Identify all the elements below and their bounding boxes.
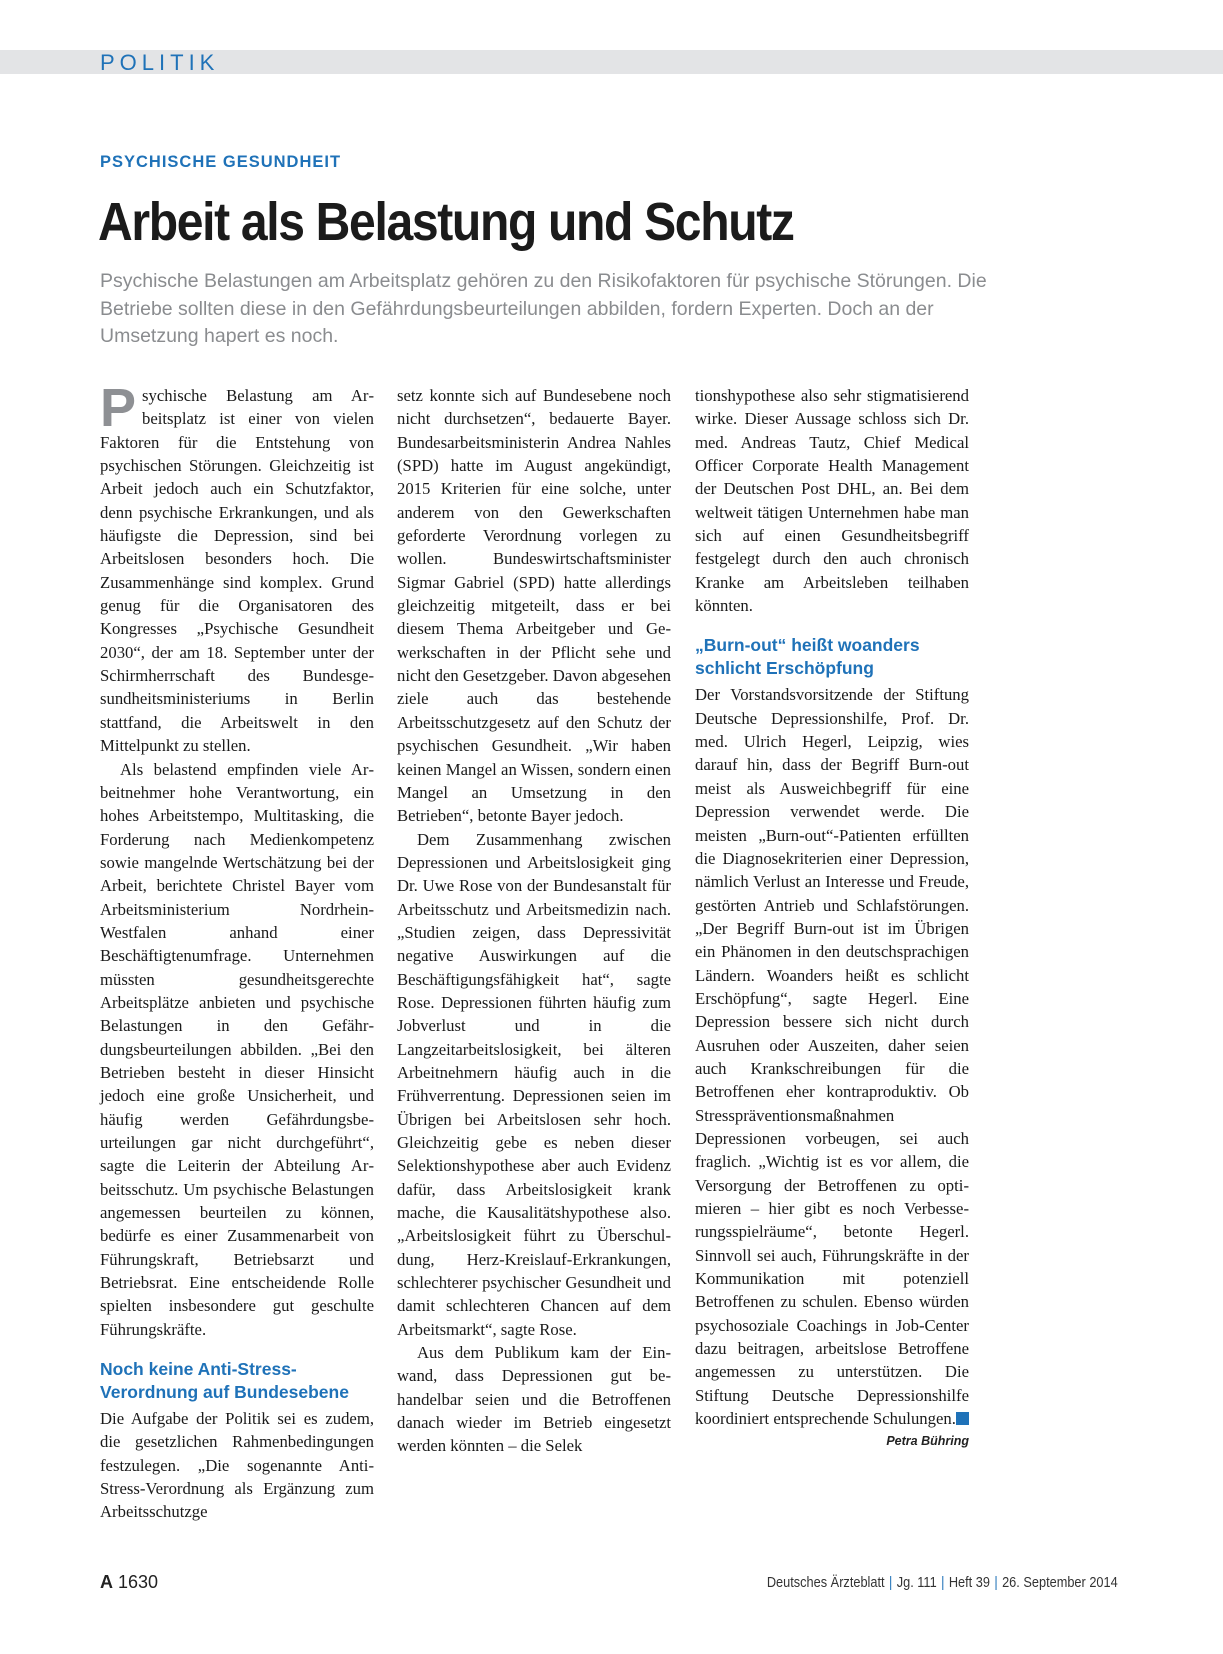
subheading: „Burn-out“ heißt woanders schlicht Erschöpfung <box>695 635 920 679</box>
paragraph: Als belastend empfinden viele Arbeitnehmer hohe Verantwortung, ein hohes Arbeitstempo, Multitasking, die Forderung nach Medienkompetenz sowie mangelnde Wertschätzung bei der Arbeit, berichtete Christel Bayer vom Arbeitsministerium Nordrhein-Westfalen anhand einer Beschäftigtenumfrage. Unternehmen müssten gesundheitsgerechte Arbeitsplätze anbieten und psychische Belastungen in den Gefährdungsbeurteilungen abbilden. „Bei den Betrieben besteht in dieser Hinsicht jedoch eine große Unsicherheit, und häufig werden Gefährdungsbeurteilungen gar nicht durchgeführt“, sagte die Leiterin der Abteilung Arbeitsschutz. Um psychische Belastungen angemessen beurteilen zu können, bedürfe es einer Zusammenarbeit von Führungskraft, Betriebsarzt und Betriebsrat. Eine entscheidende Rolle spielten insbesondere gut geschulte Führungskräfte. <box>100 759 374 1339</box>
paragraph: Dem Zusammenhang zwischen Depressionen und Arbeitslosigkeit ging Dr. Uwe Rose von der Bundesanstalt für Arbeitsschutz und Arbeitsmedizin nach. „Studien zeigen, dass Depressivität negative Auswirkungen auf die Beschäftigungsfähigkeit hat“, sagte Rose. Depressionen führten häufig zum Jobverlust und in die Langzeitarbeitslosigkeit, bei älteren Arbeitnehmern häufig auch in die Frühverrentung. Depressionen seien im Übrigen bei Arbeitslosen sehr hoch. Gleichzeitig gebe es neben dieser Selektionshypothese aber auch Evidenz dafür, dass Arbeitslosigkeit krank mache, die Kausalitätshypothese also. „Arbeitslosigkeit führt zu Überschuldung, Herz-Kreislauf-Erkrankungen, schlechterer psychischer Gesundheit und damit schlechteren Chancen auf dem Arbeitsmarkt“, sagte Rose. <box>397 829 671 1339</box>
footer-journal: Deutsches Ärzteblatt <box>767 1575 885 1591</box>
subheading: Noch keine Anti-Stress-Verordnung auf Bundesebene <box>100 1359 349 1403</box>
footer-publication-info <box>767 1575 1118 1591</box>
article-lead: Psychische Belastungen am Arbeitsplatz gehören zu den Risikofaktoren für psychische Störungen. Die Betriebe sollten diese in den Gefährdungsbeurteilungen abbilden, fordern Experten. Doch an der Umsetzung hapert es noch. <box>100 270 987 347</box>
footer-separator: | <box>941 1575 945 1591</box>
paragraph <box>100 378 374 758</box>
column-1 <box>100 378 374 1524</box>
article-kicker: PSYCHISCHE GESUNDHEIT <box>100 153 342 171</box>
footer-separator: | <box>994 1575 998 1591</box>
column-2 <box>397 384 671 1458</box>
footer-date: 26. September 2014 <box>1002 1575 1118 1591</box>
drop-cap: P <box>100 378 137 438</box>
paragraph: Die Aufgabe der Politik sei es zudem, die gesetzlichen Rahmenbedingungen festzulegen. „Die sogenannte Anti-Stress-Verordnung als Ergänzung zum Arbeitsschutzge <box>100 1409 374 1522</box>
page-number <box>100 1572 158 1593</box>
footer-separator: | <box>889 1575 893 1591</box>
paragraph: Aus dem Publikum kam der Einwand, dass Depressionen gut behandelbar seien und die Betroffenen danach wieder im Betrieb eingesetzt werden könnten – die Selek <box>397 1343 671 1456</box>
paragraph-text: sychische Belastung am Arbeitsplatz ist einer von vielen Faktoren für die Entstehung von psychischen Störungen. Gleichzeitig ist Arbeit jedoch auch ein Schutzfaktor, denn psychische Erkrankungen, und als häufigste die Depression, sind bei Arbeitslosen besonders hoch. Die Zusammenhänge sind komplex. Grund genug für die Organisatoren des Kongresses „Psychische Gesundheit 2030“, der am 18. September unter der Schirmherrschaft des Bundesgesundheitsministeriums in Berlin stattfand, die Arbeitswelt in den Mittelpunkt zu stellen. <box>100 386 374 756</box>
paragraph-text: Der Vorstandsvorsitzende der Stiftung Deutsche Depressionshilfe, Prof. Dr. med. Ulrich Hegerl, Leipzig, wies darauf hin, dass der Begriff Burn-out meist als Ausweichbegriff für eine Depression verwendet werde. Die meisten „Burn-out“-Patienten erfüllten die Diagnosekriterien einer Depression, nämlich Verlust an Interesse und Freude, gestörten Antrieb und Schlafstörungen. „Der Begriff Burn-out ist im Übrigen ein Phänomen in den deutschsprachigen Ländern. Woanders heißt es schlicht Erschöpfung“, sagte Hegerl. Eine Depression bessere sich nicht durch Ausruhen oder Auszeiten, daher seien auch Krankschreibungen für die Betroffenen eher kontraproduktiv. Ob Stresspräventionsmaßnahmen Depressionen vorbeugen, sei auch fraglich. „Wichtig ist es vor allem, die Versorgung der Betroffenen zu optimieren – hier gibt es noch Verbesserungsspielräume“, betonte Hegerl. Sinnvoll sei auch, Führungskräfte in der Kommunikation mit potenziell Betroffenen zu schulen. Ebenso würden psychosoziale Coachings in Job-Center dazu beitragen, arbeitslose Betroffene angemessen zu unterstützen. Die Stiftung Deutsche Depressionshilfe koordiniert entsprechende Schulungen. <box>695 685 969 1429</box>
end-mark-icon <box>956 1412 969 1425</box>
paragraph: tionshypothese also sehr stigmatisierend wirke. Dieser Aussage schloss sich Dr. med. Andreas Tautz, Chief Medical Officer Corporate Health Management der Deutschen Post DHL, an. Bei dem weltweit tätigen Unternehmen habe man sich auf einen Gesundheitsbegriff festgelegt durch den auch chronisch Kranke am Arbeitsleben teilhaben könnten. <box>695 386 969 616</box>
article-title: Arbeit als Belastung und Schutz <box>98 192 794 252</box>
paragraph <box>695 683 969 1430</box>
page-prefix: A <box>100 1572 113 1592</box>
paragraph: setz konnte sich auf Bundesebene noch nicht durchsetzen“, bedauerte Bayer. Bundesarbeitsministerin Andrea Nahles (SPD) hatte im August angekündigt, 2015 Kriterien für eine solche, unter anderem von den Gewerkschaften geforderte Verordnung vorlegen zu wollen. Bundeswirtschaftsminister Sigmar Gabriel (SPD) hatte allerdings gleichzeitig mitgeteilt, dass er bei diesem Thema Arbeitgeber und Gewerkschaften in der Pflicht sehe und nicht den Gesetzgeber. Davon abgesehen ziele auch das bestehende Arbeitsschutzgesetz auf den Schutz der psychischen Gesundheit. „Wir haben keinen Mangel an Wissen, sondern einen Mangel an Umsetzung in den Betrieben“, betonte Bayer jedoch. <box>397 386 671 826</box>
author-byline: Petra Bühring <box>886 1434 969 1449</box>
section-label: POLITIK <box>100 50 220 75</box>
page-number-value: 1630 <box>118 1572 159 1592</box>
column-3 <box>695 384 969 1452</box>
footer-issue: Heft 39 <box>949 1575 991 1591</box>
footer-volume: Jg. 111 <box>896 1575 937 1591</box>
